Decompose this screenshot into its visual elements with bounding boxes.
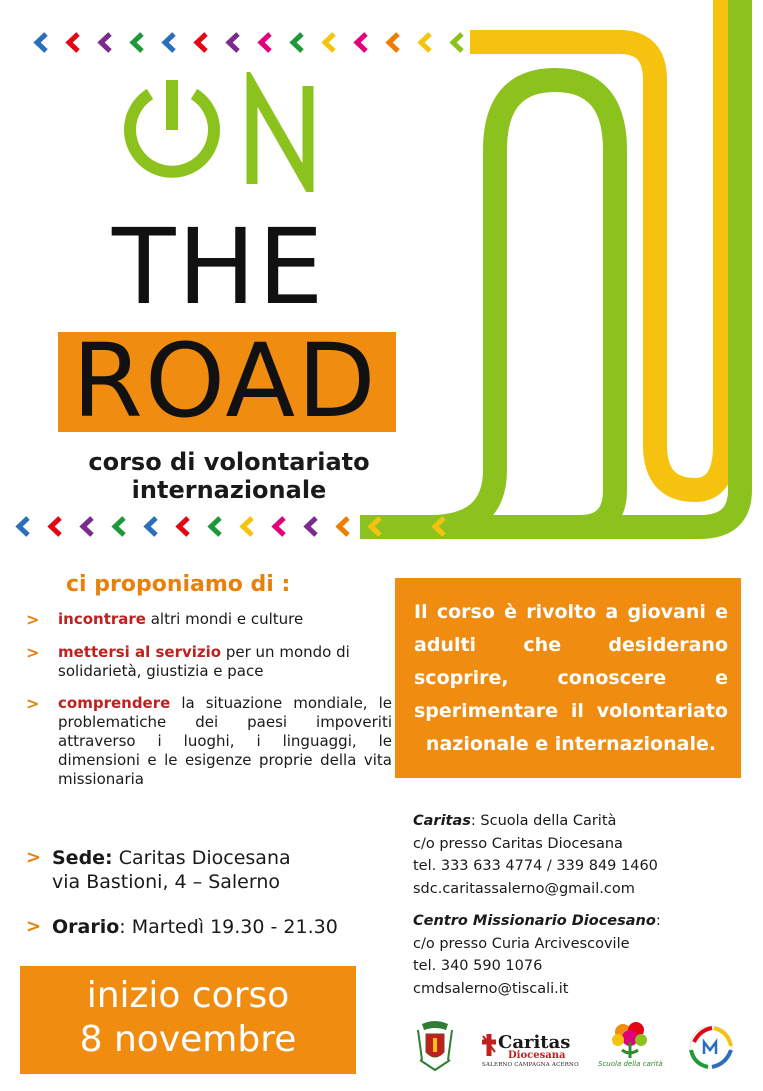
proposal-highlight: incontrare: [58, 610, 146, 628]
start-date-text: [20, 974, 356, 1062]
power-icon: [112, 72, 352, 192]
chevron-left-icon: [320, 32, 341, 53]
sede-info: [26, 846, 382, 894]
start-line-1: inizio corso: [86, 975, 290, 1016]
caritas-logo-tiny: SALERNO CAMPAGNA ACERNO: [482, 1062, 579, 1068]
chevron-left-icon: [270, 516, 291, 537]
arrow-bullet-icon: >: [26, 916, 42, 937]
chevron-left-icon: [416, 32, 437, 53]
caritas-logo-word: Caritas: [498, 1032, 571, 1053]
proposal-item: [26, 643, 392, 681]
chevron-left-icon: [96, 32, 117, 53]
chevron-left-icon: [238, 516, 259, 537]
caritas-tail: : Scuola della Carità: [470, 813, 617, 829]
centro-name: Centro Missionario Diocesano: [413, 913, 656, 929]
arrow-bullet-icon: >: [26, 694, 40, 713]
caritas-address: c/o presso Caritas Diocesana: [413, 835, 623, 852]
orario-label: Orario: [52, 916, 120, 938]
chevron-left-icon: [352, 32, 373, 53]
chevron-left-icon: [398, 516, 419, 537]
title-on: [112, 72, 352, 196]
start-line-2: 8 novembre: [79, 1019, 297, 1060]
chevron-left-icon: [174, 516, 195, 537]
proposal-item: [26, 610, 392, 629]
chevron-left-icon: [384, 32, 405, 53]
bishop-coat-of-arms-icon: [414, 1020, 456, 1072]
proposal-highlight: comprendere: [58, 694, 171, 712]
caritas-email[interactable]: sdc.caritassalerno@gmail.com: [413, 880, 635, 897]
description-text: Il corso è rivolto a giovani e adulti che desiderano scoprire, conoscere e sperimentare il volontariato nazionale e internazionale.: [414, 601, 728, 755]
chevron-left-icon: [256, 32, 277, 53]
subtitle: [66, 448, 392, 504]
orario-value: : Martedì 19.30 - 21.30: [119, 916, 338, 938]
scuola-tree-icon: [608, 1020, 652, 1062]
caritas-name: Caritas: [413, 813, 471, 829]
sede-line-1: Caritas Diocesana: [112, 847, 291, 869]
orario-info: [26, 915, 382, 939]
centro-phone: tel. 340 590 1076: [413, 958, 543, 974]
proposal-text: la situazione mondiale, le problematiche dei paesi impoveriti attraverso i luoghi, i linguaggi, le dimensioni e le esigenze proprie della vita missionaria: [58, 694, 392, 788]
chevron-left-icon: [142, 516, 163, 537]
centro-email[interactable]: cmdsalerno@tiscali.it: [413, 980, 569, 997]
arrow-bullet-icon: >: [26, 847, 42, 868]
arrow-bullet-icon: >: [26, 643, 40, 662]
caritas-contact: [413, 810, 743, 900]
caritas-logo-sub: Diocesana: [508, 1050, 566, 1061]
chevron-left-icon: [334, 516, 355, 537]
chevron-left-icon: [64, 32, 85, 53]
centro-address: c/o presso Curia Arcivescovile: [413, 935, 630, 952]
subtitle-line-1: corso di volontariato: [88, 448, 370, 476]
caritas-phone: tel. 333 633 4774 / 339 849 1460: [413, 858, 658, 874]
chevron-left-icon: [224, 32, 245, 53]
chevron-left-icon: [14, 516, 35, 537]
chevron-left-icon: [32, 32, 53, 53]
chevron-left-icon: [160, 32, 181, 53]
title-the: THE: [112, 206, 326, 328]
chevron-left-icon: [366, 516, 387, 537]
chevron-left-icon: [206, 516, 227, 537]
chevron-left-icon: [128, 32, 149, 53]
arrow-bullet-icon: >: [26, 610, 40, 629]
chevron-left-icon: [46, 516, 67, 537]
top-chevron-row: [32, 32, 469, 53]
scuola-logo-text: Scuola della carità: [598, 1060, 663, 1068]
chevron-left-icon: [288, 32, 309, 53]
chevron-left-icon: [302, 516, 323, 537]
caritas-cross-icon: [480, 1032, 498, 1058]
proposal-text: per un mondo di solidarietà, giustizia e pace: [58, 643, 350, 680]
proposal-highlight: mettersi al servizio: [58, 643, 222, 661]
proposal-item: [26, 694, 392, 789]
chevron-left-icon: [192, 32, 213, 53]
chevron-left-icon: [78, 516, 99, 537]
subtitle-line-2: internazionale: [131, 476, 327, 504]
chevron-left-icon: [430, 516, 451, 537]
bottom-chevron-row: [14, 516, 451, 537]
title-road: ROAD: [72, 322, 378, 441]
proposal-text: altri mondi e culture: [145, 610, 304, 628]
cmd-globe-icon: [686, 1024, 736, 1070]
sede-label: Sede:: [52, 847, 113, 869]
centro-tail: :: [655, 913, 661, 929]
chevron-left-icon: [110, 516, 131, 537]
sede-line-2: via Bastioni, 4 – Salerno: [52, 871, 281, 893]
centro-contact: [413, 910, 743, 1000]
proposals-heading: ci proponiamo di :: [66, 572, 291, 597]
chevron-left-icon: [448, 32, 469, 53]
